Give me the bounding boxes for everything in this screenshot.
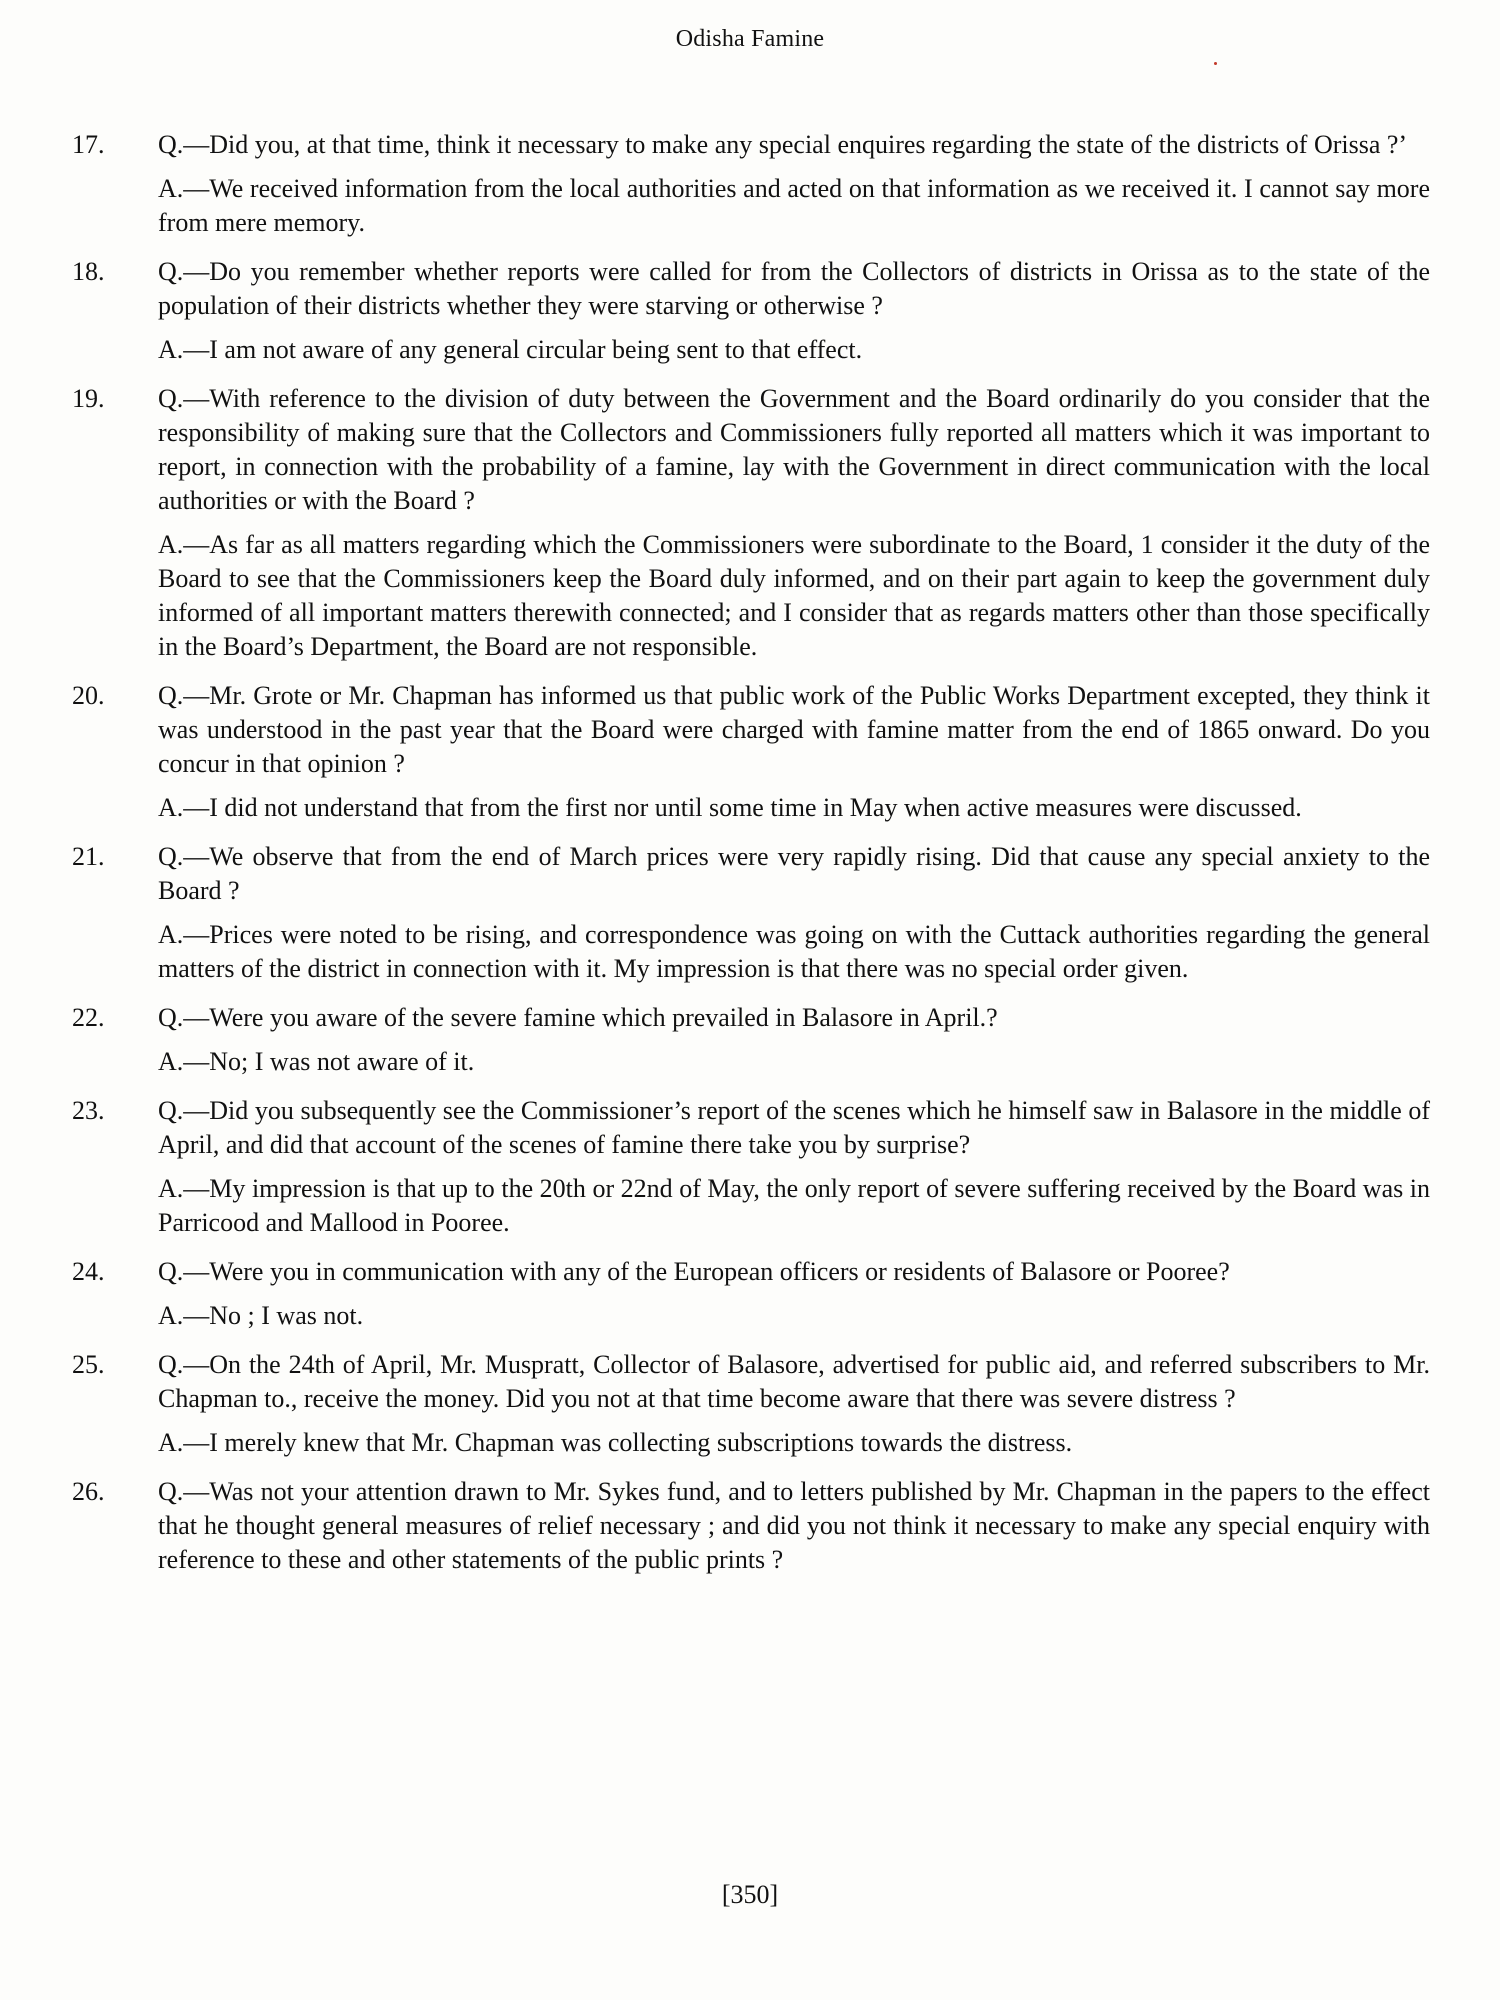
question-text: Q.—Was not your attention drawn to Mr. Sykes fund, and to letters published by Mr. Chapman in the papers to the effect that he thought general measures of relief necessary ; and did you not think it necessary to make any special enquiry with reference to these and other statements of the public prints ? xyxy=(158,1477,1430,1574)
running-header: Odisha Famine xyxy=(675,26,825,52)
question-text: Q.—Were you in communication with any of the European officers or residents of Balasore or Pooree? xyxy=(158,1257,1230,1286)
page-number: [350] xyxy=(721,1880,779,1909)
qa-entry-21 xyxy=(72,840,1430,986)
qa-entry-24 xyxy=(72,1255,1430,1333)
question-text: Q.—On the 24th of April, Mr. Muspratt, Collector of Balasore, advertised for public aid, and referred subscribers to Mr. Chapman to., receive the money. Did you not at that time become aware that there was severe distress ? xyxy=(158,1350,1430,1413)
answer-text: A.—We received information from the local authorities and acted on that information as we received it. I cannot say more from mere memory. xyxy=(158,174,1430,237)
question-text: Q.—Did you subsequently see the Commissioner’s report of the scenes which he himself saw in Balasore in the middle of April, and did that account of the scenes of famine there take you by surprise? xyxy=(158,1096,1430,1159)
qa-entry-18 xyxy=(72,255,1430,367)
entry-number: 25. xyxy=(72,1350,105,1379)
question-text: Q.—With reference to the division of duty between the Government and the Board ordinarily do you consider that the responsibility of making sure that the Collectors and Commissioners fully reported all matters which it was important to report, in connection with the probability of a famine, lay with the Government in direct communication with the local authorities or with the Board ? xyxy=(158,384,1430,515)
question-text: Q.—Mr. Grote or Mr. Chapman has informed us that public work of the Public Works Department excepted, they think it was understood in the past year that the Board were charged with famine matter from the end of 1865 onward. Do you concur in that opinion ? xyxy=(158,681,1430,778)
question-text: Q.—We observe that from the end of March prices were very rapidly rising. Did that cause any special anxiety to the Board ? xyxy=(158,842,1430,905)
answer-text: A.—I merely knew that Mr. Chapman was collecting subscriptions towards the distress. xyxy=(158,1428,1073,1457)
entry-number: 23. xyxy=(72,1096,105,1125)
entry-number: 26. xyxy=(72,1477,105,1506)
answer-text: A.—Prices were noted to be rising, and correspondence was going on with the Cuttack authorities regarding the general matters of the district in connection with it. My impression is that there was no special order given. xyxy=(158,920,1430,983)
entry-number: 21. xyxy=(72,842,105,871)
qa-entry-22 xyxy=(72,1001,1430,1079)
entry-number: 20. xyxy=(72,681,105,710)
qa-entry-23 xyxy=(72,1094,1430,1240)
question-text: Q.—Did you, at that time, think it necessary to make any special enquires regarding the state of the districts of Orissa ?’ xyxy=(158,130,1408,159)
entry-number: 18. xyxy=(72,257,105,286)
qa-list xyxy=(72,128,1430,1592)
entry-number: 24. xyxy=(72,1257,105,1286)
answer-text: A.—I am not aware of any general circular being sent to that effect. xyxy=(158,335,863,364)
entry-number: 17. xyxy=(72,130,105,159)
qa-entry-26 xyxy=(72,1475,1430,1577)
qa-entry-25 xyxy=(72,1348,1430,1460)
entry-number: 22. xyxy=(72,1003,105,1032)
qa-entry-17 xyxy=(72,128,1430,240)
ink-speck xyxy=(1214,62,1217,65)
qa-entry-19 xyxy=(72,382,1430,664)
answer-text: A.—No ; I was not. xyxy=(158,1301,364,1330)
answer-text: A.—No; I was not aware of it. xyxy=(158,1047,475,1076)
qa-entry-20 xyxy=(72,679,1430,825)
question-text: Q.—Were you aware of the severe famine which prevailed in Balasore in April.? xyxy=(158,1003,998,1032)
entry-number: 19. xyxy=(72,384,105,413)
answer-text: A.—I did not understand that from the first nor until some time in May when active measures were discussed. xyxy=(158,793,1302,822)
answer-text: A.—My impression is that up to the 20th or 22nd of May, the only report of severe suffering received by the Board was in Parricood and Mallood in Pooree. xyxy=(158,1174,1430,1237)
answer-text: A.—As far as all matters regarding which the Commissioners were subordinate to the Board, 1 consider it the duty of the Board to see that the Commissioners keep the Board duly informed, and on their part again to keep the government duly informed of all important matters therewith connected; and I consider that as regards matters other than those specifically in the Board’s Department, the Board are not responsible. xyxy=(158,530,1430,661)
question-text: Q.—Do you remember whether reports were called for from the Collectors of districts in Orissa as to the state of the population of their districts whether they were starving or otherwise ? xyxy=(158,257,1430,320)
